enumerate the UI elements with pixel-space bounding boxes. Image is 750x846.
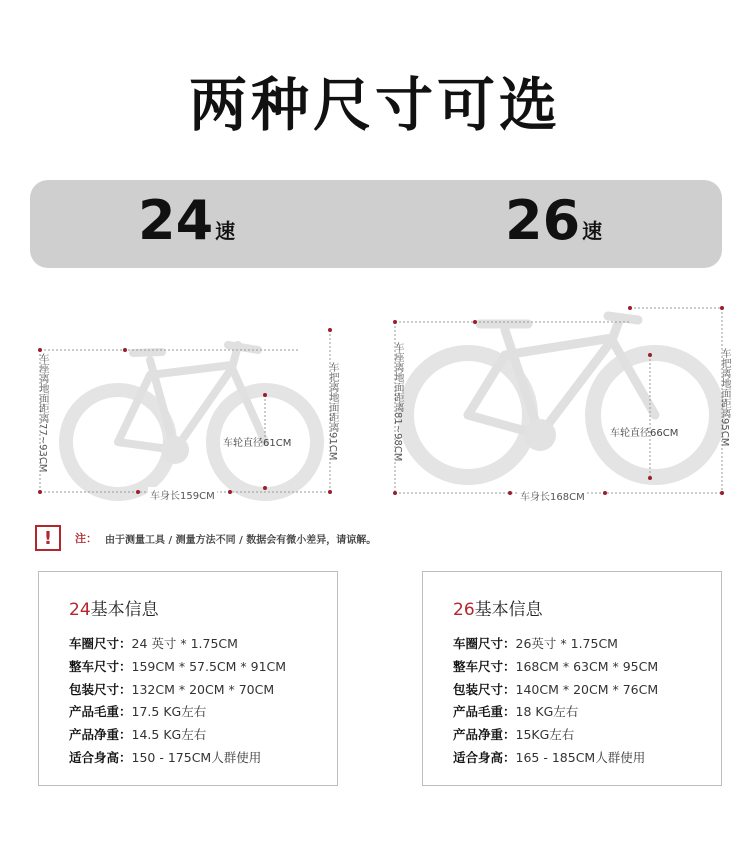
spec-value: 18 KG左右 <box>515 704 579 719</box>
spec-value: 14.5 KG左右 <box>131 727 207 742</box>
spec-value: 26英寸 * 1.75CM <box>515 636 618 651</box>
seat-height-label: 车座离地面距离77~93CM <box>37 353 48 473</box>
spec-value: 24 英寸 * 1.75CM <box>131 636 238 651</box>
body-length-label: 车身长168CM <box>518 488 587 503</box>
bike-illustration <box>0 320 375 510</box>
card-title-text: 基本信息 <box>90 600 159 620</box>
spec-key: 适合身高： <box>453 750 516 765</box>
note-label: 注： <box>75 532 97 545</box>
wheel-diameter-label: 车轮直径61CM <box>223 438 292 449</box>
card-title-text: 基本信息 <box>474 600 543 620</box>
seat-height-label: 车座离地面距离81~98CM <box>392 342 403 462</box>
spec-row <box>453 657 658 675</box>
handle-height-label: 车把离地面距离95CM <box>719 348 730 447</box>
speed-suffix: 速 <box>215 219 236 243</box>
spec-row <box>69 680 274 698</box>
spec-key: 产品毛重： <box>69 704 132 719</box>
spec-row <box>453 702 578 720</box>
speed-suffix: 速 <box>582 219 603 243</box>
spec-row <box>453 748 645 766</box>
note-text: 由于测量工具 / 测量方法不同 / 数据会有微小差异，请谅解。 <box>105 534 377 546</box>
spec-value: 140CM * 20CM * 76CM <box>515 682 659 697</box>
card-title-size: 26 <box>453 600 475 620</box>
wheel-diameter-label: 车轮直径66CM <box>610 428 679 439</box>
spec-row <box>69 657 286 675</box>
spec-value: 168CM * 63CM * 95CM <box>515 659 659 674</box>
speed-band <box>30 180 722 268</box>
card-title-size: 24 <box>69 600 91 620</box>
spec-row <box>69 748 261 766</box>
speed-number: 26 <box>505 189 581 252</box>
spec-row <box>453 634 618 652</box>
card-title <box>69 595 159 620</box>
handle-height-label: 车把离地面距离91CM <box>327 362 338 461</box>
spec-key: 整车尺寸： <box>69 659 132 674</box>
spec-row <box>69 702 206 720</box>
card-title <box>453 595 543 620</box>
bike-diagram-26 <box>380 300 750 510</box>
spec-value: 17.5 KG左右 <box>131 704 207 719</box>
spec-value: 150 - 175CM人群使用 <box>131 750 262 765</box>
warning-icon: ! <box>35 525 61 551</box>
bike-illustration <box>380 300 750 510</box>
spec-key: 整车尺寸： <box>453 659 516 674</box>
spec-row <box>453 725 574 743</box>
spec-key: 产品净重： <box>453 727 516 742</box>
spec-key: 车圈尺寸： <box>453 636 516 651</box>
bike-diagram-24 <box>0 320 375 510</box>
spec-key: 产品净重： <box>69 727 132 742</box>
spec-key: 产品毛重： <box>453 704 516 719</box>
spec-key: 车圈尺寸： <box>69 636 132 651</box>
page-title: 两种尺寸可选 <box>188 71 561 139</box>
body-length-label: 车身长159CM <box>148 487 217 502</box>
speed-number: 24 <box>138 189 214 252</box>
spec-value: 159CM * 57.5CM * 91CM <box>131 659 287 674</box>
spec-key: 适合身高： <box>69 750 132 765</box>
spec-card-26 <box>422 571 722 786</box>
spec-value: 165 - 185CM人群使用 <box>515 750 646 765</box>
spec-key: 包装尺寸： <box>453 682 516 697</box>
spec-row <box>453 680 658 698</box>
spec-value: 15KG左右 <box>515 727 575 742</box>
spec-card-24 <box>38 571 338 786</box>
spec-key: 包装尺寸： <box>69 682 132 697</box>
speed-option-26[interactable] <box>505 190 602 252</box>
spec-row <box>69 725 206 743</box>
spec-value: 132CM * 20CM * 70CM <box>131 682 275 697</box>
speed-option-24[interactable] <box>138 190 235 252</box>
measurement-note <box>35 524 715 552</box>
spec-row <box>69 634 238 652</box>
